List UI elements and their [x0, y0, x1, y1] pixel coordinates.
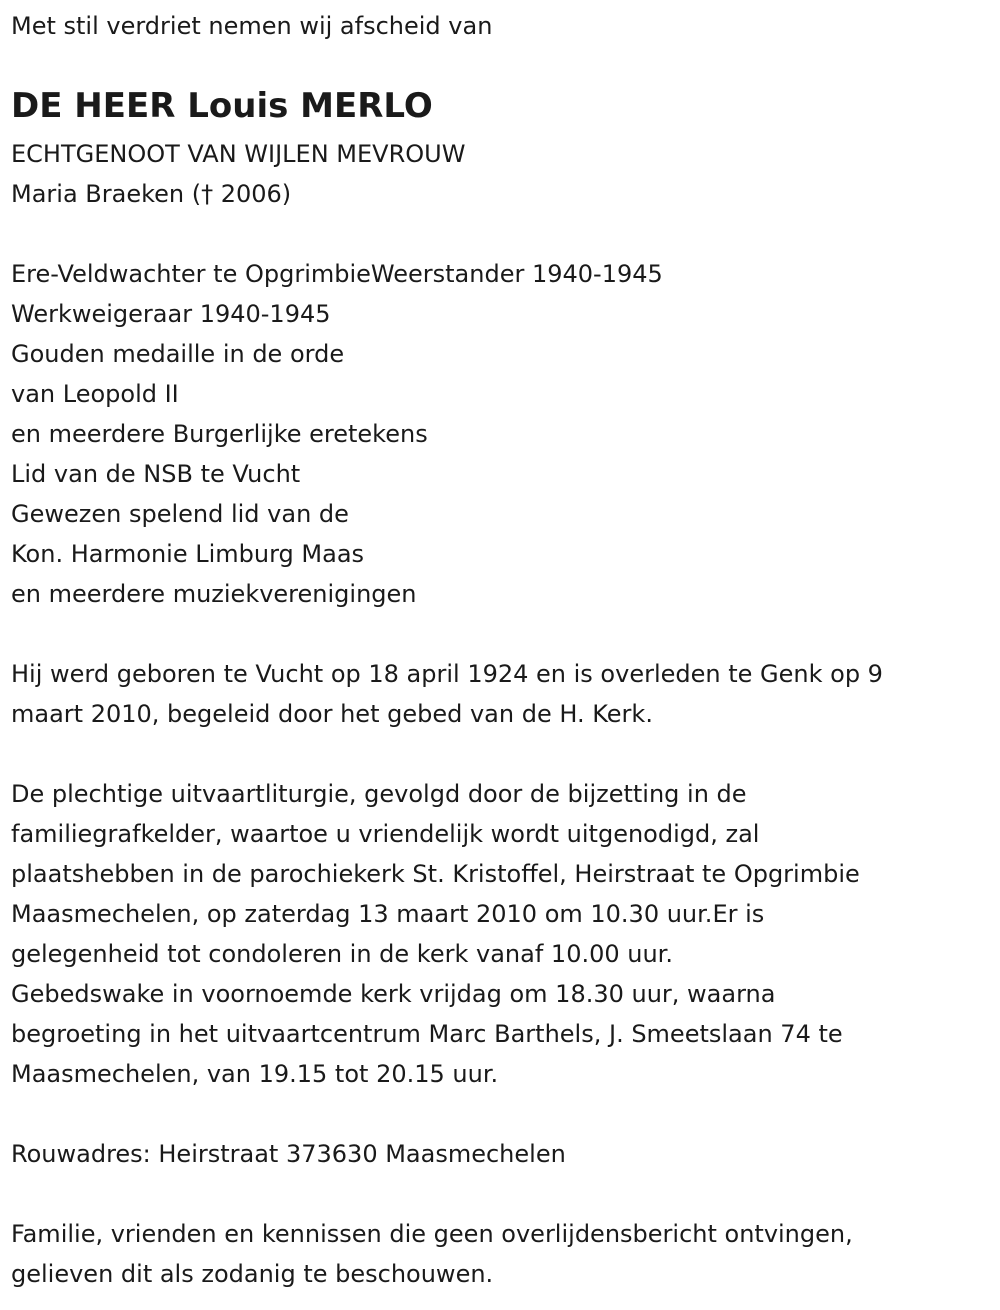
birth-death-paragraph	[11, 654, 986, 734]
title-line: Ere-Veldwachter te OpgrimbieWeerstander 1940-1945	[11, 260, 663, 288]
title-line: Gewezen spelend lid van de	[11, 500, 349, 528]
titles-block	[11, 254, 663, 614]
paragraph-line: gelegenheid tot condoleren in de kerk vanaf 10.00 uur.	[11, 940, 673, 968]
paragraph-line: begroeting in het uitvaartcentrum Marc Barthels, J. Smeetslaan 74 te	[11, 1020, 843, 1048]
deceased-name: DE HEER Louis MERLO	[11, 86, 433, 126]
paragraph-line: Gebedswake in voornoemde kerk vrijdag om 18.30 uur, waarna	[11, 980, 776, 1008]
paragraph-line: Maasmechelen, van 19.15 tot 20.15 uur.	[11, 1060, 499, 1088]
spouse-line-2: Maria Braeken († 2006)	[11, 180, 292, 208]
paragraph-line: gelieven dit als zodanig te beschouwen.	[11, 1260, 494, 1288]
intro-text: Met stil verdriet nemen wij afscheid van	[11, 12, 493, 40]
paragraph-line: Familie, vrienden en kennissen die geen overlijdensbericht ontvingen,	[11, 1220, 853, 1248]
title-line: en meerdere muziekverenigingen	[11, 580, 417, 608]
title-line: Kon. Harmonie Limburg Maas	[11, 540, 365, 568]
address-paragraph	[11, 1134, 986, 1174]
title-line: Lid van de NSB te Vucht	[11, 460, 301, 488]
address-line: Rouwadres: Heirstraat 373630 Maasmechelen	[11, 1140, 566, 1168]
title-line: van Leopold II	[11, 380, 179, 408]
title-line: Werkweigeraar 1940-1945	[11, 300, 331, 328]
title-line: Gouden medaille in de orde	[11, 340, 345, 368]
paragraph-line: maart 2010, begeleid door het gebed van de H. Kerk.	[11, 700, 653, 728]
spouse-block	[11, 134, 465, 214]
paragraph-line: plaatshebben in de parochiekerk St. Kristoffel, Heirstraat te Opgrimbie	[11, 860, 860, 888]
paragraph-line: Maasmechelen, op zaterdag 13 maart 2010 om 10.30 uur.Er is	[11, 900, 765, 928]
funeral-paragraph	[11, 774, 986, 1094]
spouse-line-1: ECHTGENOOT VAN WIJLEN MEVROUW	[11, 140, 466, 168]
closing-paragraph	[11, 1214, 986, 1294]
paragraph-line: familiegrafkelder, waartoe u vriendelijk wordt uitgenodigd, zal	[11, 820, 760, 848]
paragraph-line: De plechtige uitvaartliturgie, gevolgd door de bijzetting in de	[11, 780, 747, 808]
paragraph-line: Hij werd geboren te Vucht op 18 april 1924 en is overleden te Genk op 9	[11, 660, 883, 688]
title-line: en meerdere Burgerlijke eretekens	[11, 420, 428, 448]
